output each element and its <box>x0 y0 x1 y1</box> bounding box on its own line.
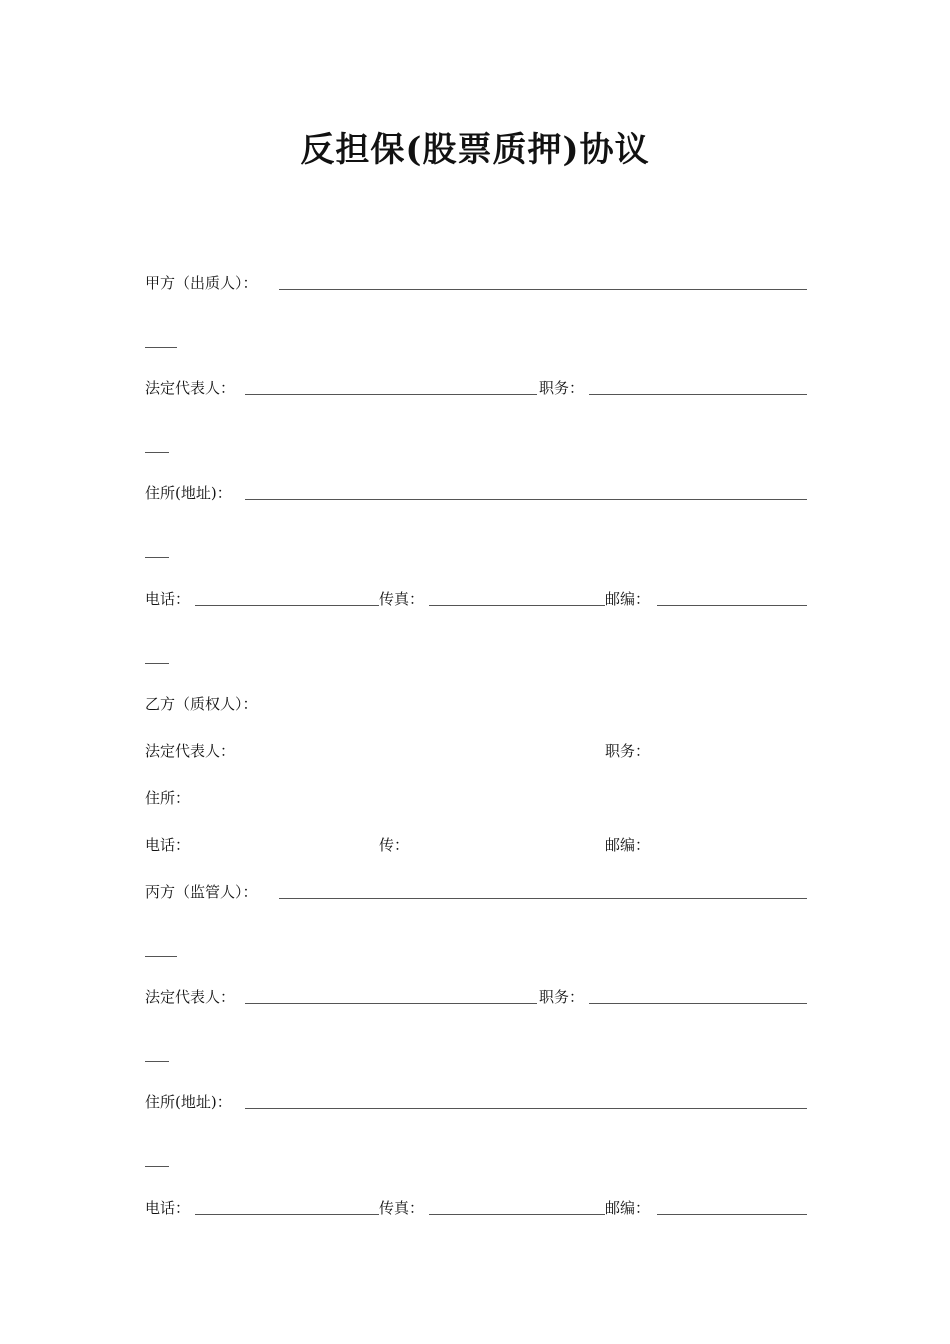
party-b-phone-label: 电话： <box>145 836 191 854</box>
party-b-address-row <box>145 786 807 810</box>
party-c-name-label: 丙方（监管人）： <box>145 883 258 901</box>
party-b-postcode-label: 邮编： <box>605 836 651 854</box>
party-a-rep-row <box>145 376 807 400</box>
party-a-fax-blank[interactable] <box>429 605 605 606</box>
party-c-postcode-blank[interactable] <box>657 1214 807 1215</box>
party-a-phone-label: 电话： <box>145 590 191 608</box>
party-a-phone-blank[interactable] <box>195 605 379 606</box>
party-b-position-label: 职务： <box>605 742 651 760</box>
party-c-name-blank[interactable] <box>279 898 807 899</box>
party-c-address-row <box>145 1090 807 1114</box>
party-c-position-blank[interactable] <box>589 1003 807 1004</box>
party-b-contact-row <box>145 833 807 857</box>
party-c-rep-row <box>145 985 807 1009</box>
party-b-fax-label: 传： <box>379 836 410 854</box>
party-c-fax-label: 传真： <box>379 1199 425 1217</box>
party-a-contact-blank-continuation <box>145 663 169 664</box>
party-a-name-label: 甲方（出质人）： <box>145 274 258 292</box>
party-a-address-blank[interactable] <box>245 499 807 500</box>
party-a-address-blank-continuation <box>145 557 169 558</box>
party-c-address-blank[interactable] <box>245 1108 807 1109</box>
party-a-name-blank[interactable] <box>279 289 807 290</box>
party-a-contact-row <box>145 587 807 611</box>
party-c-contact-row <box>145 1196 807 1220</box>
party-a-name-row <box>145 271 807 295</box>
party-c-fax-blank[interactable] <box>429 1214 605 1215</box>
party-b-rep-label: 法定代表人： <box>145 742 236 760</box>
party-c-postcode-label: 邮编： <box>605 1199 651 1217</box>
party-c-position-label: 职务： <box>539 988 585 1006</box>
party-c-name-blank-continuation <box>145 956 177 957</box>
party-a-name-blank-continuation <box>145 347 177 348</box>
party-a-rep-blank-continuation <box>145 452 169 453</box>
party-c-address-label: 住所(地址)： <box>145 1093 232 1111</box>
party-b-address-label: 住所： <box>145 789 191 807</box>
party-c-rep-blank-continuation <box>145 1061 169 1062</box>
party-a-position-label: 职务： <box>539 379 585 397</box>
party-c-phone-label: 电话： <box>145 1199 191 1217</box>
party-c-rep-label: 法定代表人： <box>145 988 236 1006</box>
party-a-fax-label: 传真： <box>379 590 425 608</box>
document-title: 反担保(股票质押)协议 <box>300 130 650 170</box>
party-c-name-row <box>145 880 807 904</box>
party-a-postcode-label: 邮编： <box>605 590 651 608</box>
party-a-rep-blank[interactable] <box>245 394 537 395</box>
party-b-rep-row <box>145 739 807 763</box>
party-a-position-blank[interactable] <box>589 394 807 395</box>
party-a-rep-label: 法定代表人： <box>145 379 236 397</box>
party-c-address-blank-continuation <box>145 1166 169 1167</box>
party-b-name-row <box>145 692 807 716</box>
party-a-address-label: 住所(地址)： <box>145 484 232 502</box>
party-c-rep-blank[interactable] <box>245 1003 537 1004</box>
party-a-address-row <box>145 481 807 505</box>
party-a-postcode-blank[interactable] <box>657 605 807 606</box>
party-b-name-label: 乙方（质权人）： <box>145 695 258 713</box>
party-c-phone-blank[interactable] <box>195 1214 379 1215</box>
